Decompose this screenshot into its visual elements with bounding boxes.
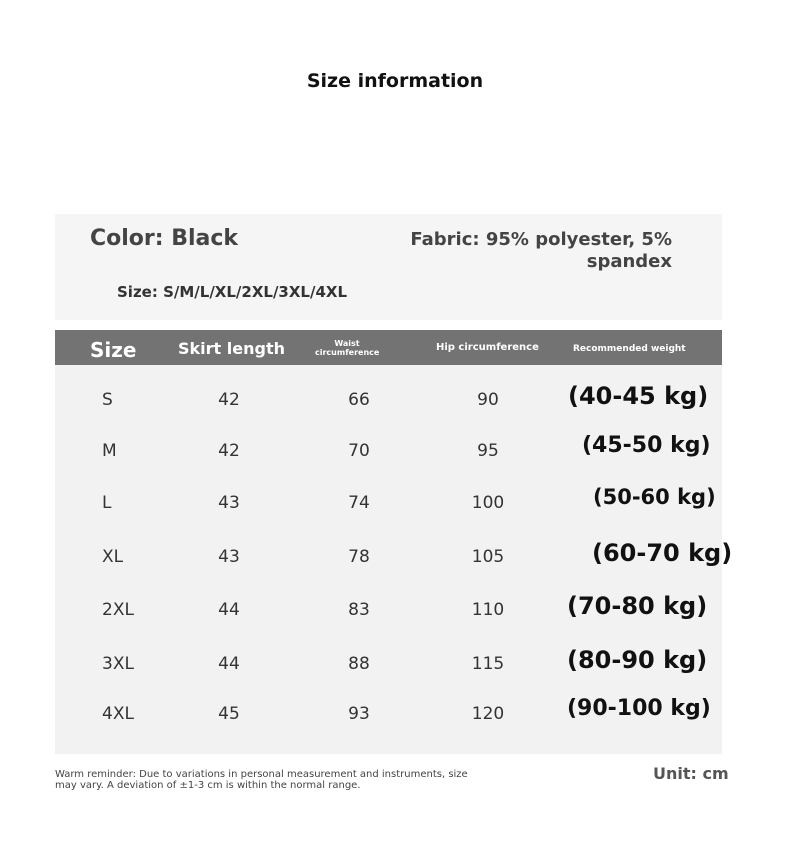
cell-size: 3XL	[102, 654, 134, 674]
cell-size: 2XL	[102, 600, 134, 620]
cell-skirt: 43	[218, 493, 240, 513]
page-title: Size information	[306, 70, 484, 92]
cell-skirt: 43	[218, 547, 240, 567]
cell-weight: (90-100 kg)	[567, 696, 711, 721]
cell-skirt: 42	[218, 441, 240, 461]
table-row	[55, 483, 722, 523]
color-label: Color: Black	[90, 226, 239, 251]
cell-hip: 95	[477, 441, 499, 461]
header-waist-line-1: Waist	[334, 339, 360, 348]
table-row	[55, 537, 733, 577]
cell-hip: 120	[471, 704, 505, 724]
size-table-header	[55, 330, 722, 365]
unit-label: Unit: cm	[653, 764, 729, 783]
cell-waist: 78	[348, 547, 370, 567]
cell-size: L	[102, 493, 112, 513]
cell-weight: (60-70 kg)	[592, 539, 733, 567]
table-row	[55, 431, 722, 471]
cell-waist: 93	[348, 704, 370, 724]
cell-weight: (50-60 kg)	[593, 485, 716, 509]
warm-reminder-note	[55, 769, 525, 791]
cell-skirt: 44	[218, 600, 240, 620]
size-table-body	[55, 365, 733, 754]
cell-skirt: 42	[218, 390, 240, 410]
note-line-2: may vary. A deviation of ±1-3 cm is within the normal range.	[55, 780, 361, 791]
cell-skirt: 45	[218, 704, 240, 724]
table-row	[55, 380, 722, 420]
cell-hip: 100	[471, 493, 505, 513]
cell-weight: (70-80 kg)	[567, 592, 708, 620]
cell-hip: 115	[471, 654, 505, 674]
table-row	[55, 694, 722, 734]
note-line-1: Warm reminder: Due to variations in personal measurement and instruments, size	[55, 769, 468, 780]
cell-skirt: 44	[218, 654, 240, 674]
cell-hip: 105	[471, 547, 505, 567]
header-weight: Recommended weight	[573, 344, 686, 354]
product-info-panel	[55, 214, 722, 320]
cell-waist: 66	[348, 390, 370, 410]
cell-waist: 83	[348, 600, 370, 620]
header-skirt-length: Skirt length	[178, 339, 285, 358]
cell-hip: 110	[471, 600, 505, 620]
available-sizes: Size: S/M/L/XL/2XL/3XL/4XL	[117, 283, 348, 301]
cell-weight: (40-45 kg)	[568, 382, 709, 410]
cell-weight: (80-90 kg)	[567, 646, 708, 674]
header-waist-line-2: circumference	[315, 348, 380, 357]
cell-waist: 74	[348, 493, 370, 513]
header-size: Size	[90, 338, 137, 362]
table-row	[55, 590, 722, 630]
cell-size: 4XL	[102, 704, 134, 724]
header-waist	[315, 339, 379, 357]
cell-size: XL	[102, 547, 124, 567]
cell-weight: (45-50 kg)	[582, 433, 711, 458]
cell-size: M	[102, 441, 117, 461]
cell-waist: 88	[348, 654, 370, 674]
cell-size: S	[102, 390, 113, 410]
fabric-label	[395, 229, 672, 273]
fabric-line-2: spandex	[586, 251, 672, 272]
table-row	[55, 644, 722, 684]
cell-hip: 90	[477, 390, 499, 410]
header-hip: Hip circumference	[436, 342, 539, 353]
cell-waist: 70	[348, 441, 370, 461]
fabric-line-1: Fabric: 95% polyester, 5%	[410, 229, 672, 250]
